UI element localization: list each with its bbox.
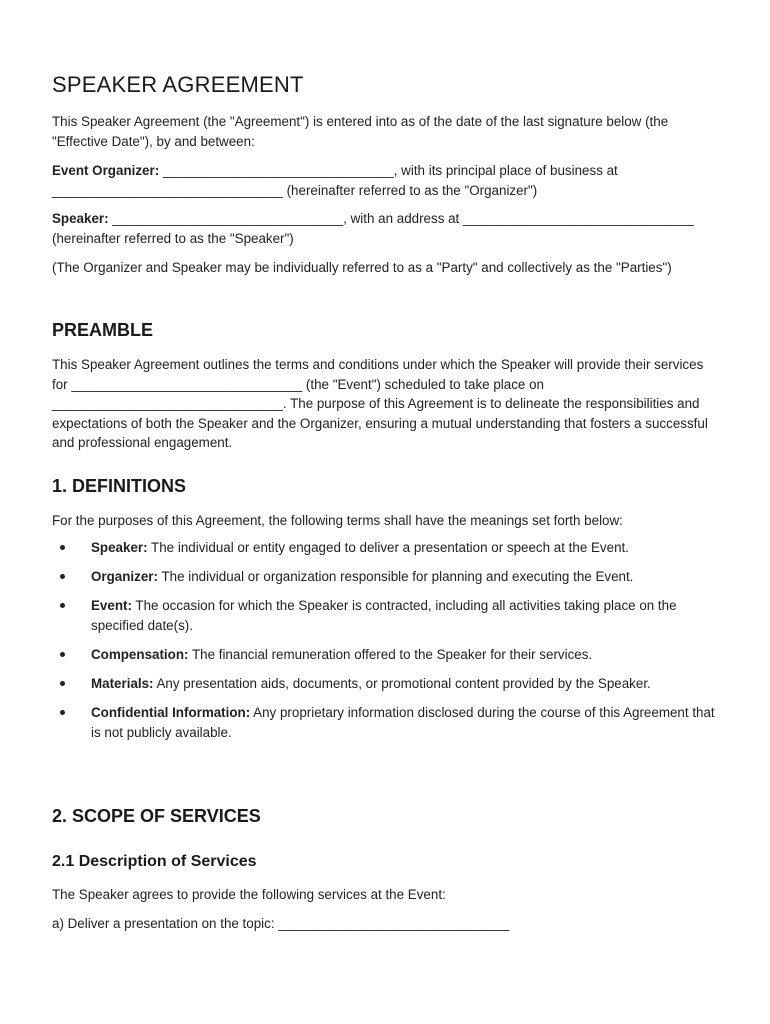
bullet-icon: [60, 603, 65, 608]
definition-term: Organizer:: [91, 569, 158, 585]
definition-term: Compensation:: [91, 646, 189, 662]
list-item: [52, 674, 717, 694]
definition-term: Event:: [91, 598, 132, 614]
list-item: [52, 703, 717, 742]
organizer-text: _______________________________, with its principal place of business at _______________________________ (hereinafter referred to as the "Organizer"): [52, 163, 618, 198]
parties-note: (The Organizer and Speaker may be individually referred to as a "Party" and collectively as the "Parties"): [52, 260, 672, 275]
bullet-icon: [60, 652, 65, 657]
bullet-icon: [60, 574, 65, 579]
organizer-label: Event Organizer:: [52, 163, 160, 178]
speaker-label: Speaker:: [52, 211, 109, 226]
organizer-paragraph: [52, 161, 717, 200]
definitions-list: [52, 538, 717, 752]
bullet-icon: [60, 545, 65, 550]
bullet-icon: [60, 710, 65, 715]
list-item: [52, 645, 717, 665]
definition-term: Confidential Information:: [91, 705, 251, 721]
definition-text: The occasion for which the Speaker is contracted, including all activities taking place on the specified date(s).: [91, 598, 677, 633]
list-item: [52, 538, 717, 558]
scope-item-a: a) Deliver a presentation on the topic: _______________________________: [52, 916, 510, 931]
speaker-text: _______________________________, with an address at _______________________________ (hereinafter referred to as the "Speaker"): [52, 211, 694, 246]
preamble-heading: PREAMBLE: [52, 320, 154, 340]
bullet-icon: [60, 681, 65, 686]
definition-term: Speaker:: [91, 540, 148, 555]
scope-heading: 2. SCOPE OF SERVICES: [52, 806, 261, 826]
list-item: [52, 567, 717, 587]
definition-text: Any proprietary information disclosed during the course of this Agreement that is not publicly available.: [91, 705, 715, 740]
scope-subheading: 2.1 Description of Services: [52, 853, 257, 870]
speaker-paragraph: [52, 209, 717, 248]
definition-term: Materials:: [91, 675, 154, 691]
definition-text: The individual or entity engaged to deliver a presentation or speech at the Event.: [147, 540, 629, 555]
definition-text: The financial remuneration offered to the Speaker for their services.: [188, 646, 593, 662]
intro-paragraph: This Speaker Agreement (the "Agreement") is entered into as of the date of the last signature below (the "Effective Date"), by and between:: [52, 114, 669, 149]
scope-intro: The Speaker agrees to provide the following services at the Event:: [52, 887, 446, 902]
definitions-intro: For the purposes of this Agreement, the following terms shall have the meanings set forth below:: [52, 513, 623, 528]
list-item: [52, 596, 717, 635]
definition-text: The individual or organization responsible for planning and executing the Event.: [157, 569, 634, 585]
preamble-paragraph: This Speaker Agreement outlines the terms and conditions under which the Speaker will provide their services for _______________________________ (the "Event") scheduled to take place on _______________________________. The purpose of this Agreement is to delineate the responsibilities and expectations of both the Speaker and the Organizer, ensuring a mutual understanding that fosters a successful and professional engagement.: [52, 357, 708, 451]
definition-text: Any presentation aids, documents, or promotional content provided by the Speaker.: [153, 675, 651, 691]
definitions-heading: 1. DEFINITIONS: [52, 476, 187, 496]
document-title: SPEAKER AGREEMENT: [52, 72, 304, 97]
